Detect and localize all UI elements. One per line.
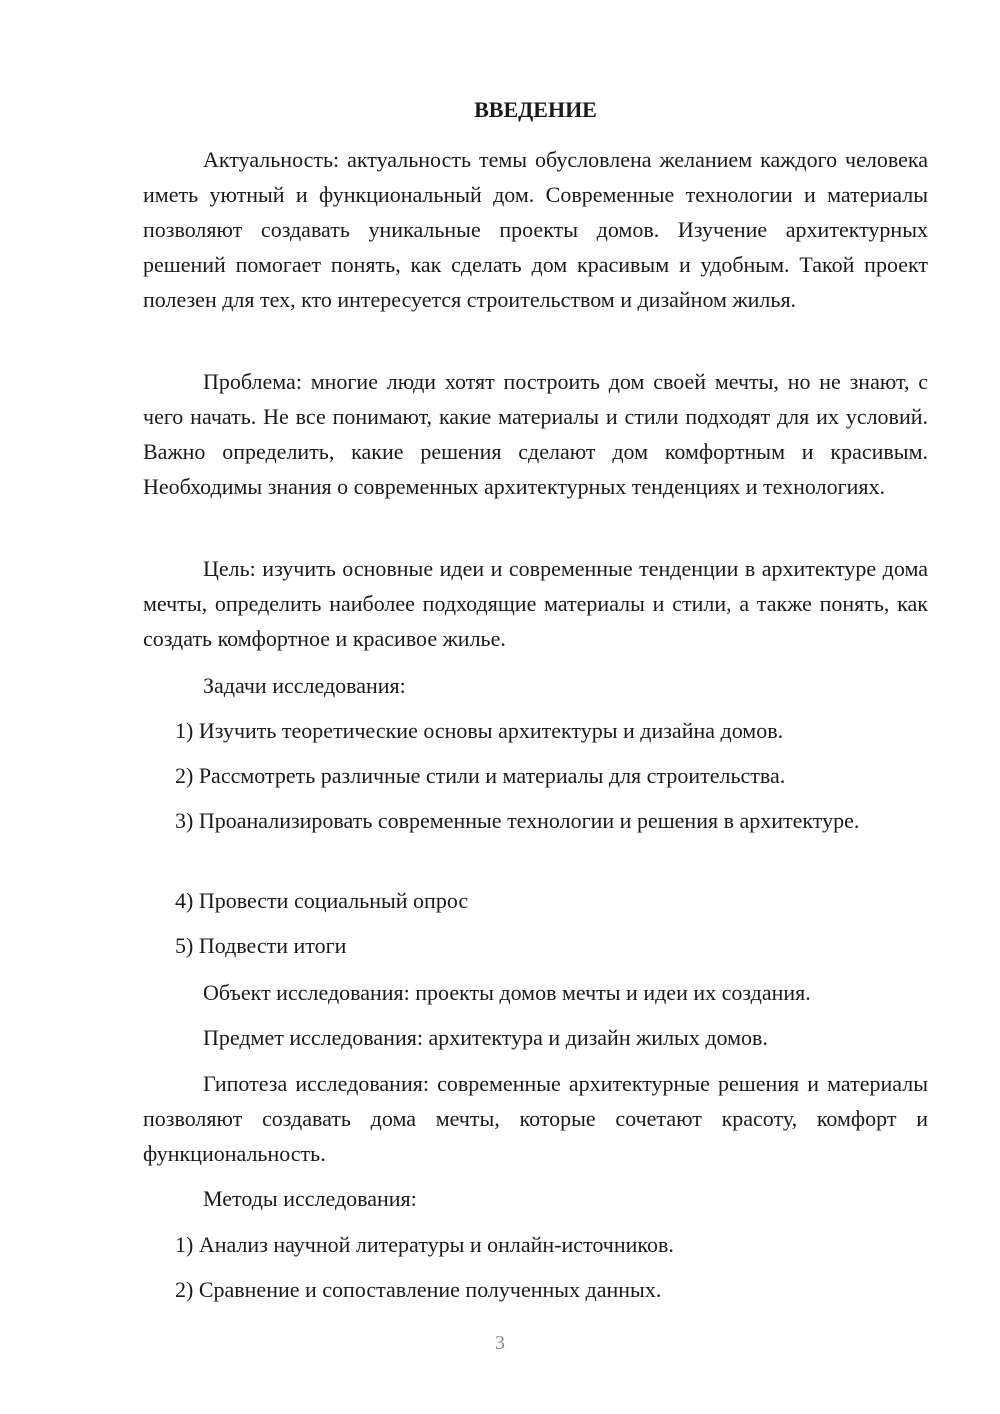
tasks-title: Задачи исследования: <box>203 673 406 698</box>
method-item-1: 1) Анализ научной литературы и онлайн-источников. <box>175 1232 674 1257</box>
task-item-1: 1) Изучить теоретические основы архитектуры и дизайна домов. <box>175 718 784 743</box>
problem-paragraph: Проблема: многие люди хотят построить дом своей мечты, но не знают, с чего начать. Не все понимают, какие материалы и стили подходят для их условий. Важно определить, какие решения сделают дом комфортным и красивым. Необходимы знания о современных архитектурных тенденциях и технологиях. <box>143 369 928 499</box>
research-object: Объект исследования: проекты домов мечты и идеи их создания. <box>203 980 811 1005</box>
task-item-5: 5) Подвести итоги <box>175 933 347 958</box>
task-item-4: 4) Провести социальный опрос <box>175 888 469 913</box>
page-number: 3 <box>495 1332 505 1354</box>
research-subject: Предмет исследования: архитектура и дизайн жилых домов. <box>203 1025 768 1050</box>
hypothesis-paragraph: Гипотеза исследования: современные архитектурные решения и материалы позволяют создавать дома мечты, которые сочетают красоту, комфорт и функциональность. <box>143 1071 928 1166</box>
method-item-2: 2) Сравнение и сопоставление полученных данных. <box>175 1277 662 1302</box>
relevance-paragraph: Актуальность: актуальность темы обусловлена желанием каждого человека иметь уютный и функциональный дом. Современные технологии и материалы позволяют создавать уникальные проекты домов. Изучение архитектурных решений помогает понять, как сделать дом красивым и удобным. Такой проект полезен для тех, кто интересуется строительством и дизайном жилья. <box>143 147 928 312</box>
methods-title: Методы исследования: <box>203 1186 417 1211</box>
page-heading: ВВЕДЕНИЕ <box>474 97 597 122</box>
task-item-2: 2) Рассмотреть различные стили и материалы для строительства. <box>175 763 786 788</box>
goal-paragraph: Цель: изучить основные идеи и современные тенденции в архитектуре дома мечты, определить наиболее подходящие материалы и стили, а также понять, как создать комфортное и красивое жилье. <box>143 556 928 651</box>
task-item-3: 3) Проанализировать современные технологии и решения в архитектуре. <box>175 808 860 833</box>
